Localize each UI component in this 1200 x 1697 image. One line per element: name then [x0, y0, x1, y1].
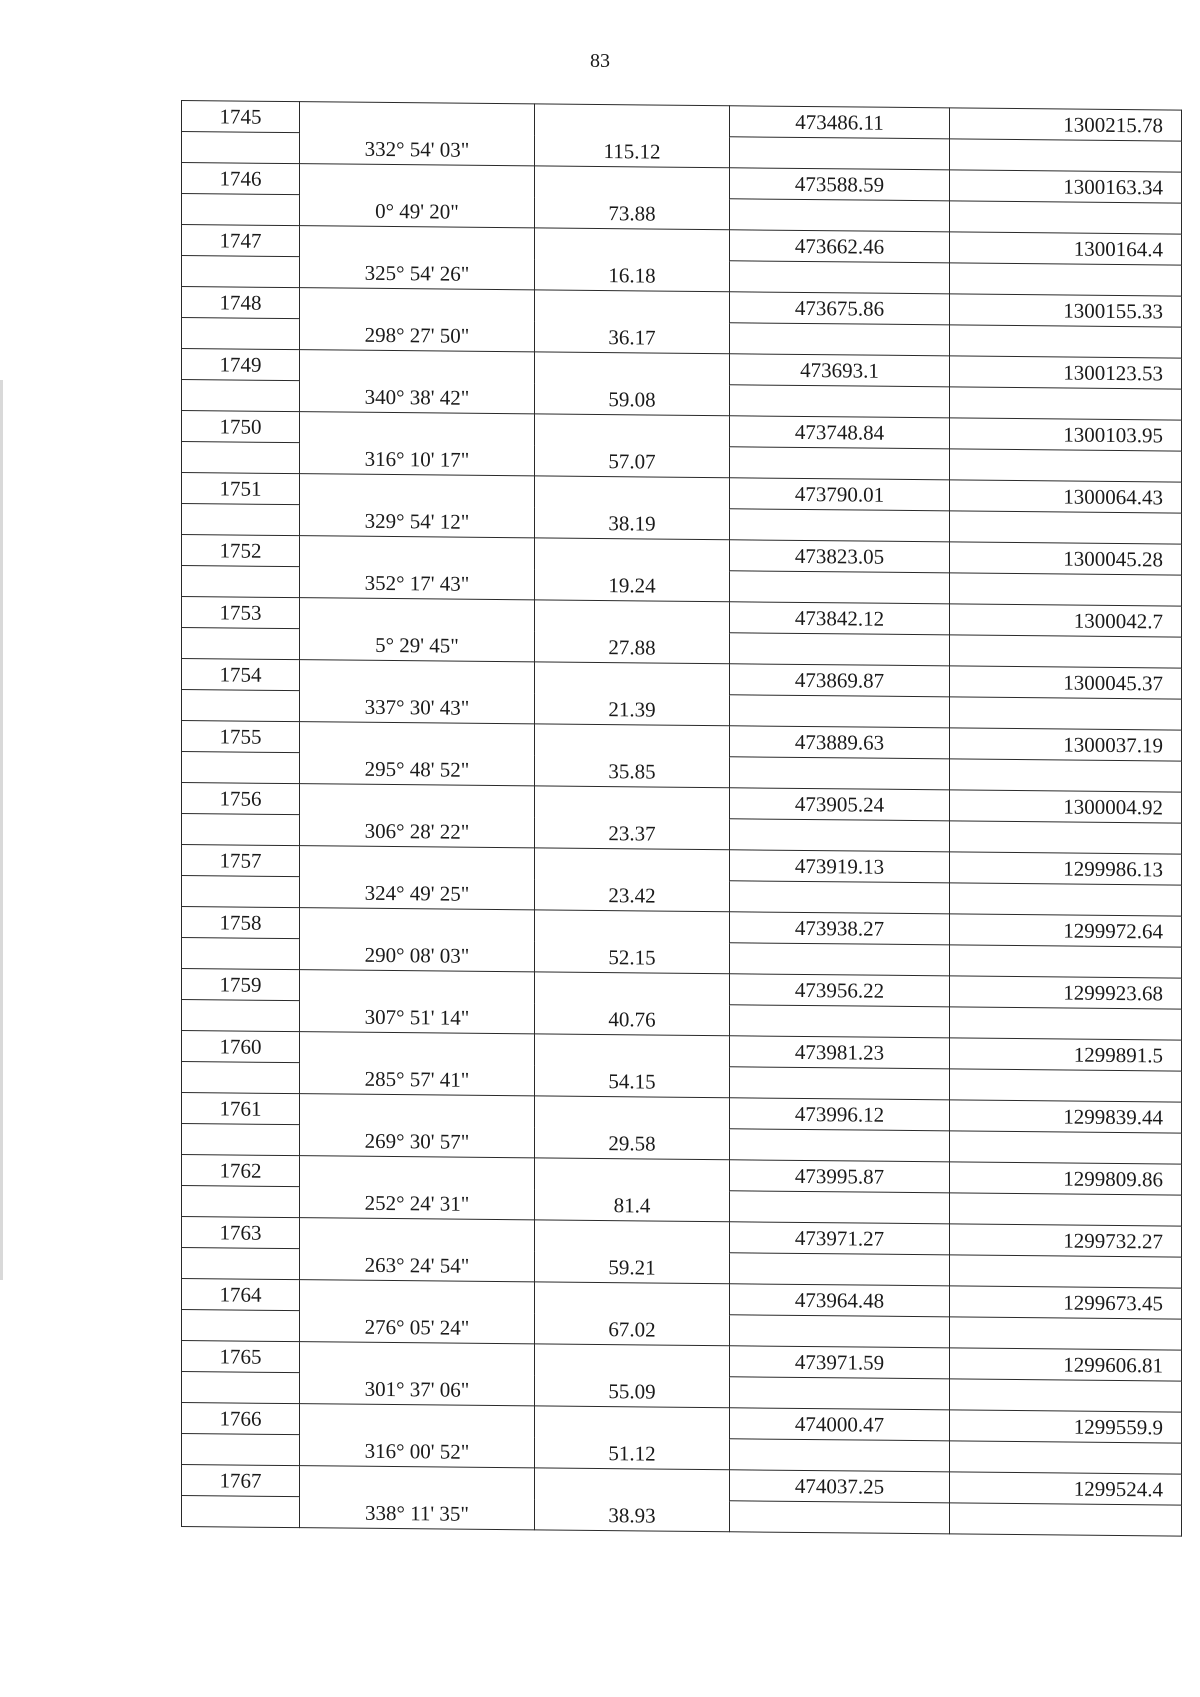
- y-coordinate-cell: 1299986.13: [950, 852, 1182, 885]
- point-cell: [182, 1000, 300, 1032]
- point-cell: 1763: [182, 1217, 300, 1249]
- y-coordinate-cell: [950, 697, 1182, 730]
- bearing-cell: [300, 1280, 535, 1313]
- distance-cell: 19.24: [535, 569, 730, 602]
- distance-cell: 52.15: [535, 941, 730, 974]
- y-coordinate-cell: 1300064.43: [950, 480, 1182, 513]
- bearing-cell: [300, 660, 535, 693]
- distance-cell: 36.17: [535, 321, 730, 354]
- x-coordinate-cell: [730, 1005, 950, 1038]
- distance-cell: 38.93: [535, 1499, 730, 1532]
- bearing-cell: [300, 908, 535, 941]
- y-coordinate-cell: [950, 1007, 1182, 1040]
- y-coordinate-cell: 1300215.78: [950, 108, 1182, 141]
- point-cell: 1751: [182, 473, 300, 505]
- y-coordinate-cell: [950, 1441, 1182, 1474]
- point-cell: [182, 194, 300, 226]
- distance-cell: 29.58: [535, 1127, 730, 1160]
- point-cell: 1756: [182, 783, 300, 815]
- bearing-cell: 298° 27' 50": [300, 319, 535, 352]
- x-coordinate-cell: 473938.27: [730, 912, 950, 945]
- point-cell: [182, 814, 300, 846]
- y-coordinate-cell: 1299524.4: [950, 1472, 1182, 1505]
- distance-cell: 67.02: [535, 1313, 730, 1346]
- bearing-cell: 337° 30' 43": [300, 691, 535, 724]
- point-cell: [182, 1186, 300, 1218]
- y-coordinate-cell: 1299923.68: [950, 976, 1182, 1009]
- x-coordinate-cell: 473956.22: [730, 974, 950, 1007]
- point-cell: [182, 1496, 300, 1528]
- y-coordinate-cell: 1300163.34: [950, 170, 1182, 203]
- bearing-cell: 263° 24' 54": [300, 1249, 535, 1282]
- x-coordinate-cell: [730, 385, 950, 418]
- y-coordinate-cell: [950, 883, 1182, 916]
- y-coordinate-cell: [950, 1379, 1182, 1412]
- bearing-cell: [300, 1404, 535, 1437]
- bearing-cell: 252° 24' 31": [300, 1187, 535, 1220]
- distance-cell: [535, 724, 730, 757]
- x-coordinate-cell: 473971.27: [730, 1222, 950, 1255]
- x-coordinate-cell: [730, 447, 950, 480]
- bearing-cell: [300, 784, 535, 817]
- x-coordinate-cell: [730, 261, 950, 294]
- distance-cell: 59.08: [535, 383, 730, 416]
- bearing-cell: 329° 54' 12": [300, 505, 535, 538]
- point-cell: 1747: [182, 225, 300, 257]
- bearing-cell: [300, 536, 535, 569]
- point-cell: 1759: [182, 969, 300, 1001]
- bearing-cell: 324° 49' 25": [300, 877, 535, 910]
- bearing-cell: [300, 288, 535, 321]
- y-coordinate-cell: 1299891.5: [950, 1038, 1182, 1071]
- x-coordinate-cell: 473919.13: [730, 850, 950, 883]
- distance-cell: [535, 166, 730, 199]
- distance-cell: 21.39: [535, 693, 730, 726]
- x-coordinate-cell: 473588.59: [730, 168, 950, 201]
- bearing-cell: 316° 00' 52": [300, 1435, 535, 1468]
- x-coordinate-cell: [730, 819, 950, 852]
- y-coordinate-cell: 1299673.45: [950, 1286, 1182, 1319]
- distance-cell: 16.18: [535, 259, 730, 292]
- bearing-cell: [300, 350, 535, 383]
- bearing-cell: 290° 08' 03": [300, 939, 535, 972]
- bearing-cell: [300, 1218, 535, 1251]
- x-coordinate-cell: 473964.48: [730, 1284, 950, 1317]
- distance-cell: 54.15: [535, 1065, 730, 1098]
- y-coordinate-cell: [950, 139, 1182, 172]
- point-cell: 1767: [182, 1465, 300, 1497]
- point-cell: 1758: [182, 907, 300, 939]
- distance-cell: [535, 848, 730, 881]
- y-coordinate-cell: 1300042.7: [950, 604, 1182, 637]
- y-coordinate-cell: [950, 1193, 1182, 1226]
- y-coordinate-cell: 1300045.28: [950, 542, 1182, 575]
- y-coordinate-cell: [950, 635, 1182, 668]
- distance-cell: [535, 538, 730, 571]
- page-number: 83: [590, 50, 610, 72]
- point-cell: 1754: [182, 659, 300, 691]
- point-cell: 1766: [182, 1403, 300, 1435]
- distance-cell: [535, 104, 730, 137]
- point-cell: 1761: [182, 1093, 300, 1125]
- point-cell: 1757: [182, 845, 300, 877]
- bearing-cell: [300, 970, 535, 1003]
- point-cell: 1749: [182, 349, 300, 381]
- y-coordinate-cell: [950, 449, 1182, 482]
- x-coordinate-cell: 473869.87: [730, 664, 950, 697]
- y-coordinate-cell: 1299809.86: [950, 1162, 1182, 1195]
- distance-cell: 51.12: [535, 1437, 730, 1470]
- distance-cell: [535, 476, 730, 509]
- x-coordinate-cell: 473889.63: [730, 726, 950, 759]
- distance-cell: 23.37: [535, 817, 730, 850]
- distance-cell: 115.12: [535, 135, 730, 168]
- point-cell: [182, 1248, 300, 1280]
- bearing-cell: 276° 05' 24": [300, 1311, 535, 1344]
- x-coordinate-cell: 474000.47: [730, 1408, 950, 1441]
- y-coordinate-cell: [950, 201, 1182, 234]
- distance-cell: 38.19: [535, 507, 730, 540]
- bearing-cell: [300, 598, 535, 631]
- point-cell: 1750: [182, 411, 300, 443]
- point-cell: [182, 1310, 300, 1342]
- bearing-cell: 295° 48' 52": [300, 753, 535, 786]
- y-coordinate-cell: 1300103.95: [950, 418, 1182, 451]
- distance-cell: [535, 414, 730, 447]
- y-coordinate-cell: 1300123.53: [950, 356, 1182, 389]
- bearing-cell: [300, 474, 535, 507]
- y-coordinate-cell: 1300164.4: [950, 232, 1182, 265]
- x-coordinate-cell: 473981.23: [730, 1036, 950, 1069]
- point-cell: [182, 132, 300, 164]
- bearing-cell: 325° 54' 26": [300, 257, 535, 290]
- bearing-cell: 340° 38' 42": [300, 381, 535, 414]
- x-coordinate-cell: [730, 943, 950, 976]
- x-coordinate-cell: [730, 1315, 950, 1348]
- point-cell: [182, 566, 300, 598]
- point-cell: 1748: [182, 287, 300, 319]
- point-cell: [182, 504, 300, 536]
- distance-cell: [535, 1034, 730, 1067]
- distance-cell: [535, 1344, 730, 1377]
- y-coordinate-cell: [950, 325, 1182, 358]
- bearing-cell: [300, 1094, 535, 1127]
- point-cell: 1755: [182, 721, 300, 753]
- bearing-cell: [300, 846, 535, 879]
- y-coordinate-cell: 1299606.81: [950, 1348, 1182, 1381]
- x-coordinate-cell: 473842.12: [730, 602, 950, 635]
- x-coordinate-cell: [730, 1253, 950, 1286]
- x-coordinate-cell: [730, 199, 950, 232]
- bearing-cell: 352° 17' 43": [300, 567, 535, 600]
- x-coordinate-cell: 473995.87: [730, 1160, 950, 1193]
- point-cell: [182, 1124, 300, 1156]
- point-cell: 1764: [182, 1279, 300, 1311]
- bearing-cell: 316° 10' 17": [300, 443, 535, 476]
- distance-cell: [535, 1282, 730, 1315]
- bearing-cell: 301° 37' 06": [300, 1373, 535, 1406]
- table-body: [182, 101, 1182, 1537]
- point-cell: [182, 876, 300, 908]
- y-coordinate-cell: [950, 573, 1182, 606]
- x-coordinate-cell: 473905.24: [730, 788, 950, 821]
- point-cell: [182, 938, 300, 970]
- y-coordinate-cell: [950, 1503, 1182, 1536]
- distance-cell: [535, 786, 730, 819]
- bearing-cell: [300, 1342, 535, 1375]
- distance-cell: 55.09: [535, 1375, 730, 1408]
- distance-cell: 23.42: [535, 879, 730, 912]
- bearing-cell: 306° 28' 22": [300, 815, 535, 848]
- y-coordinate-cell: 1299732.27: [950, 1224, 1182, 1257]
- x-coordinate-cell: [730, 1439, 950, 1472]
- bearing-cell: 332° 54' 03": [300, 133, 535, 166]
- x-coordinate-cell: [730, 323, 950, 356]
- distance-cell: [535, 228, 730, 261]
- point-cell: [182, 256, 300, 288]
- distance-cell: 59.21: [535, 1251, 730, 1284]
- distance-cell: [535, 600, 730, 633]
- distance-cell: [535, 910, 730, 943]
- y-coordinate-cell: [950, 821, 1182, 854]
- x-coordinate-cell: [730, 633, 950, 666]
- survey-coordinates-table: [181, 100, 1182, 1537]
- point-cell: [182, 1372, 300, 1404]
- distance-cell: [535, 1220, 730, 1253]
- x-coordinate-cell: 473675.86: [730, 292, 950, 325]
- x-coordinate-cell: 473486.11: [730, 106, 950, 139]
- bearing-cell: 269° 30' 57": [300, 1125, 535, 1158]
- y-coordinate-cell: 1299559.9: [950, 1410, 1182, 1443]
- bearing-cell: [300, 1156, 535, 1189]
- x-coordinate-cell: 473662.46: [730, 230, 950, 263]
- point-cell: [182, 318, 300, 350]
- y-coordinate-cell: 1300037.19: [950, 728, 1182, 761]
- distance-cell: [535, 290, 730, 323]
- distance-cell: [535, 972, 730, 1005]
- x-coordinate-cell: 473971.59: [730, 1346, 950, 1379]
- x-coordinate-cell: [730, 1501, 950, 1534]
- point-cell: 1746: [182, 163, 300, 195]
- bearing-cell: [300, 412, 535, 445]
- bearing-cell: [300, 1032, 535, 1065]
- x-coordinate-cell: [730, 1129, 950, 1162]
- y-coordinate-cell: 1300045.37: [950, 666, 1182, 699]
- x-coordinate-cell: [730, 1377, 950, 1410]
- x-coordinate-cell: 473693.1: [730, 354, 950, 387]
- y-coordinate-cell: 1299839.44: [950, 1100, 1182, 1133]
- x-coordinate-cell: 473823.05: [730, 540, 950, 573]
- bearing-cell: 0° 49' 20": [300, 195, 535, 228]
- point-cell: [182, 380, 300, 412]
- x-coordinate-cell: 474037.25: [730, 1470, 950, 1503]
- y-coordinate-cell: [950, 511, 1182, 544]
- bearing-cell: [300, 226, 535, 259]
- y-coordinate-cell: [950, 1255, 1182, 1288]
- bearing-cell: 285° 57' 41": [300, 1063, 535, 1096]
- point-cell: 1745: [182, 101, 300, 133]
- y-coordinate-cell: [950, 1069, 1182, 1102]
- point-cell: 1752: [182, 535, 300, 567]
- x-coordinate-cell: 473748.84: [730, 416, 950, 449]
- point-cell: [182, 1434, 300, 1466]
- distance-cell: 35.85: [535, 755, 730, 788]
- point-cell: 1760: [182, 1031, 300, 1063]
- point-cell: 1762: [182, 1155, 300, 1187]
- x-coordinate-cell: [730, 757, 950, 790]
- scan-edge-shadow: [0, 380, 3, 1280]
- distance-cell: 40.76: [535, 1003, 730, 1036]
- distance-cell: [535, 662, 730, 695]
- y-coordinate-cell: [950, 945, 1182, 978]
- y-coordinate-cell: [950, 1131, 1182, 1164]
- point-cell: 1753: [182, 597, 300, 629]
- y-coordinate-cell: 1300004.92: [950, 790, 1182, 823]
- x-coordinate-cell: [730, 137, 950, 170]
- y-coordinate-cell: [950, 1317, 1182, 1350]
- point-cell: [182, 628, 300, 660]
- distance-cell: 57.07: [535, 445, 730, 478]
- distance-cell: 27.88: [535, 631, 730, 664]
- bearing-cell: [300, 722, 535, 755]
- distance-cell: [535, 352, 730, 385]
- distance-cell: 81.4: [535, 1189, 730, 1222]
- x-coordinate-cell: [730, 509, 950, 542]
- x-coordinate-cell: [730, 571, 950, 604]
- y-coordinate-cell: [950, 759, 1182, 792]
- y-coordinate-cell: 1299972.64: [950, 914, 1182, 947]
- bearing-cell: 5° 29' 45": [300, 629, 535, 662]
- y-coordinate-cell: [950, 387, 1182, 420]
- distance-cell: 73.88: [535, 197, 730, 230]
- distance-cell: [535, 1158, 730, 1191]
- point-cell: [182, 752, 300, 784]
- distance-cell: [535, 1096, 730, 1129]
- bearing-cell: 307° 51' 14": [300, 1001, 535, 1034]
- point-cell: [182, 442, 300, 474]
- point-cell: [182, 690, 300, 722]
- y-coordinate-cell: 1300155.33: [950, 294, 1182, 327]
- bearing-cell: 338° 11' 35": [300, 1497, 535, 1530]
- point-cell: [182, 1062, 300, 1094]
- x-coordinate-cell: [730, 1191, 950, 1224]
- y-coordinate-cell: [950, 263, 1182, 296]
- bearing-cell: [300, 1466, 535, 1499]
- x-coordinate-cell: [730, 881, 950, 914]
- bearing-cell: [300, 164, 535, 197]
- bearing-cell: [300, 102, 535, 135]
- x-coordinate-cell: 473790.01: [730, 478, 950, 511]
- point-cell: 1765: [182, 1341, 300, 1373]
- distance-cell: [535, 1468, 730, 1501]
- x-coordinate-cell: 473996.12: [730, 1098, 950, 1131]
- x-coordinate-cell: [730, 695, 950, 728]
- x-coordinate-cell: [730, 1067, 950, 1100]
- distance-cell: [535, 1406, 730, 1439]
